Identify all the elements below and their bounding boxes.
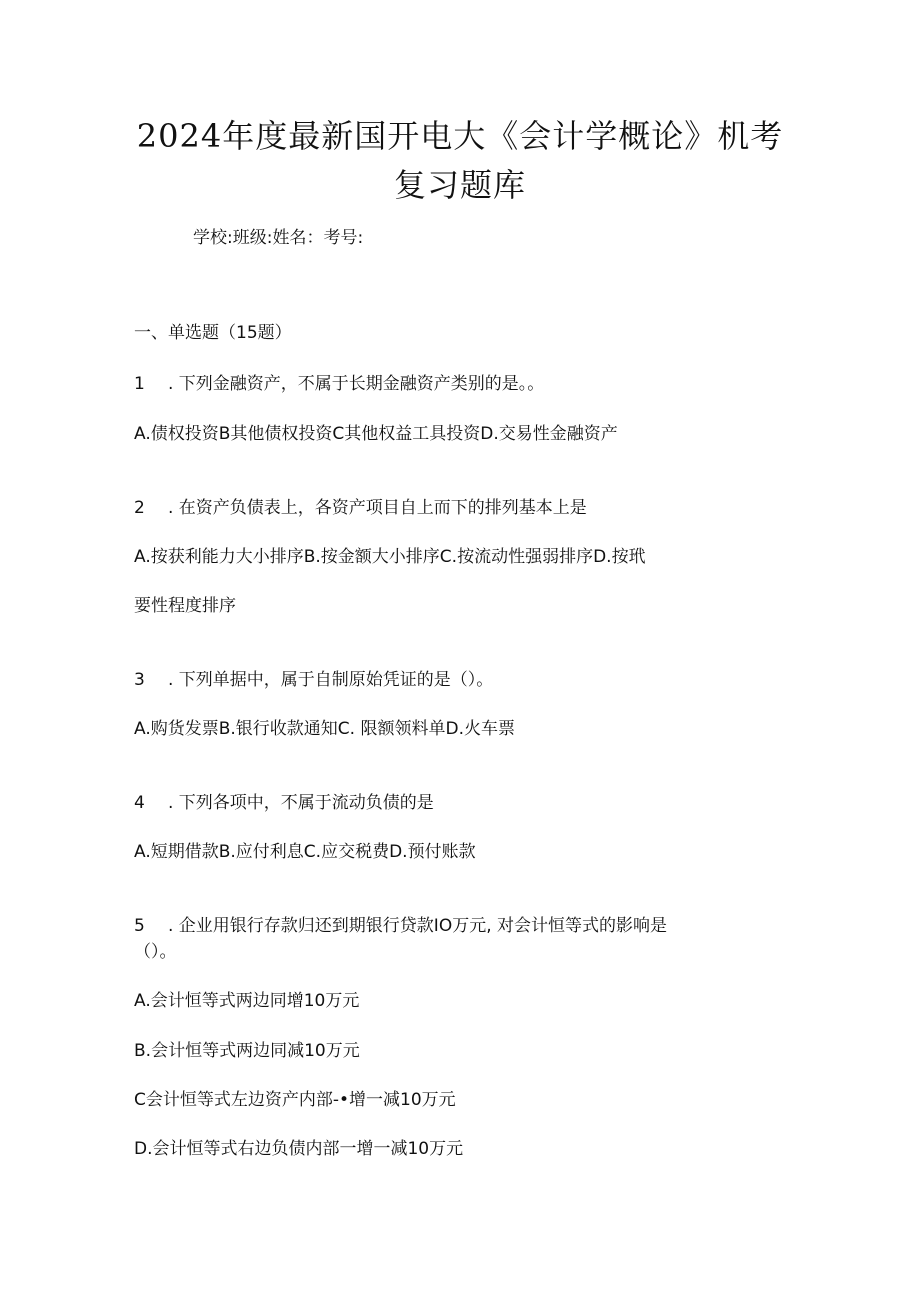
question-3-number: 3 <box>134 670 145 690</box>
question-5-option-c: C会计恒等式左边资产内部-•增一减10万元 <box>134 1090 456 1110</box>
question-2-options-line-1: A.按获利能力大小排序B.按金额大小排序C.按流动性强弱排序D.按玳 <box>134 547 646 567</box>
question-5-stem-line-2: （）。 <box>134 942 177 962</box>
question-5-text: . 企业用银行存款归还到期银行贷款IO万元, 对会计恒等式的影响是 <box>168 916 668 936</box>
question-1-text: . 下列金融资产，不属于长期金融资产类别的是。。 <box>168 374 545 394</box>
question-4-stem <box>134 791 434 815</box>
question-5-number: 5 <box>134 916 145 936</box>
question-3-text: . 下列单据中，属于自制原始凭证的是（）。 <box>168 670 494 690</box>
question-2-options-line-2: 要性程度排序 <box>134 596 236 616</box>
document-title-line-2: 复习题库 <box>393 166 526 204</box>
question-2-number: 2 <box>134 498 145 518</box>
question-1-number: 1 <box>134 374 145 394</box>
question-3-options: A.购货发票B.银行收款通知C. 限额领料单D.火车票 <box>134 719 515 739</box>
question-1-options: A.债权投资B其他债权投资C其他权益工具投资D.交易性金融资产 <box>134 424 618 444</box>
section-heading: 一、单选题（15题） <box>134 323 292 343</box>
question-2-text: . 在资产负债表上，各资产项目自上而下的排列基本上是 <box>168 498 587 518</box>
question-5-stem <box>134 914 667 938</box>
question-4-options: A.短期借款B.应付利息C.应交税费D.预付账款 <box>134 842 476 862</box>
question-1-stem <box>134 372 544 396</box>
question-5-option-a: A.会计恒等式两边同增10万元 <box>134 991 360 1011</box>
student-info-line: 学校:班级:姓名：考号: <box>193 228 364 248</box>
question-4-number: 4 <box>134 793 145 813</box>
question-4-text: . 下列各项中，不属于流动负债的是 <box>168 793 434 813</box>
question-5-option-b: B.会计恒等式两边同减10万元 <box>134 1041 360 1061</box>
question-5-option-d: D.会计恒等式右边负债内部一增一减10万元 <box>134 1139 464 1159</box>
question-2-stem <box>134 496 587 520</box>
question-3-stem <box>134 668 493 692</box>
document-title-line-1: 2024年度最新国开电大《会计学概论》机考 <box>136 117 784 155</box>
